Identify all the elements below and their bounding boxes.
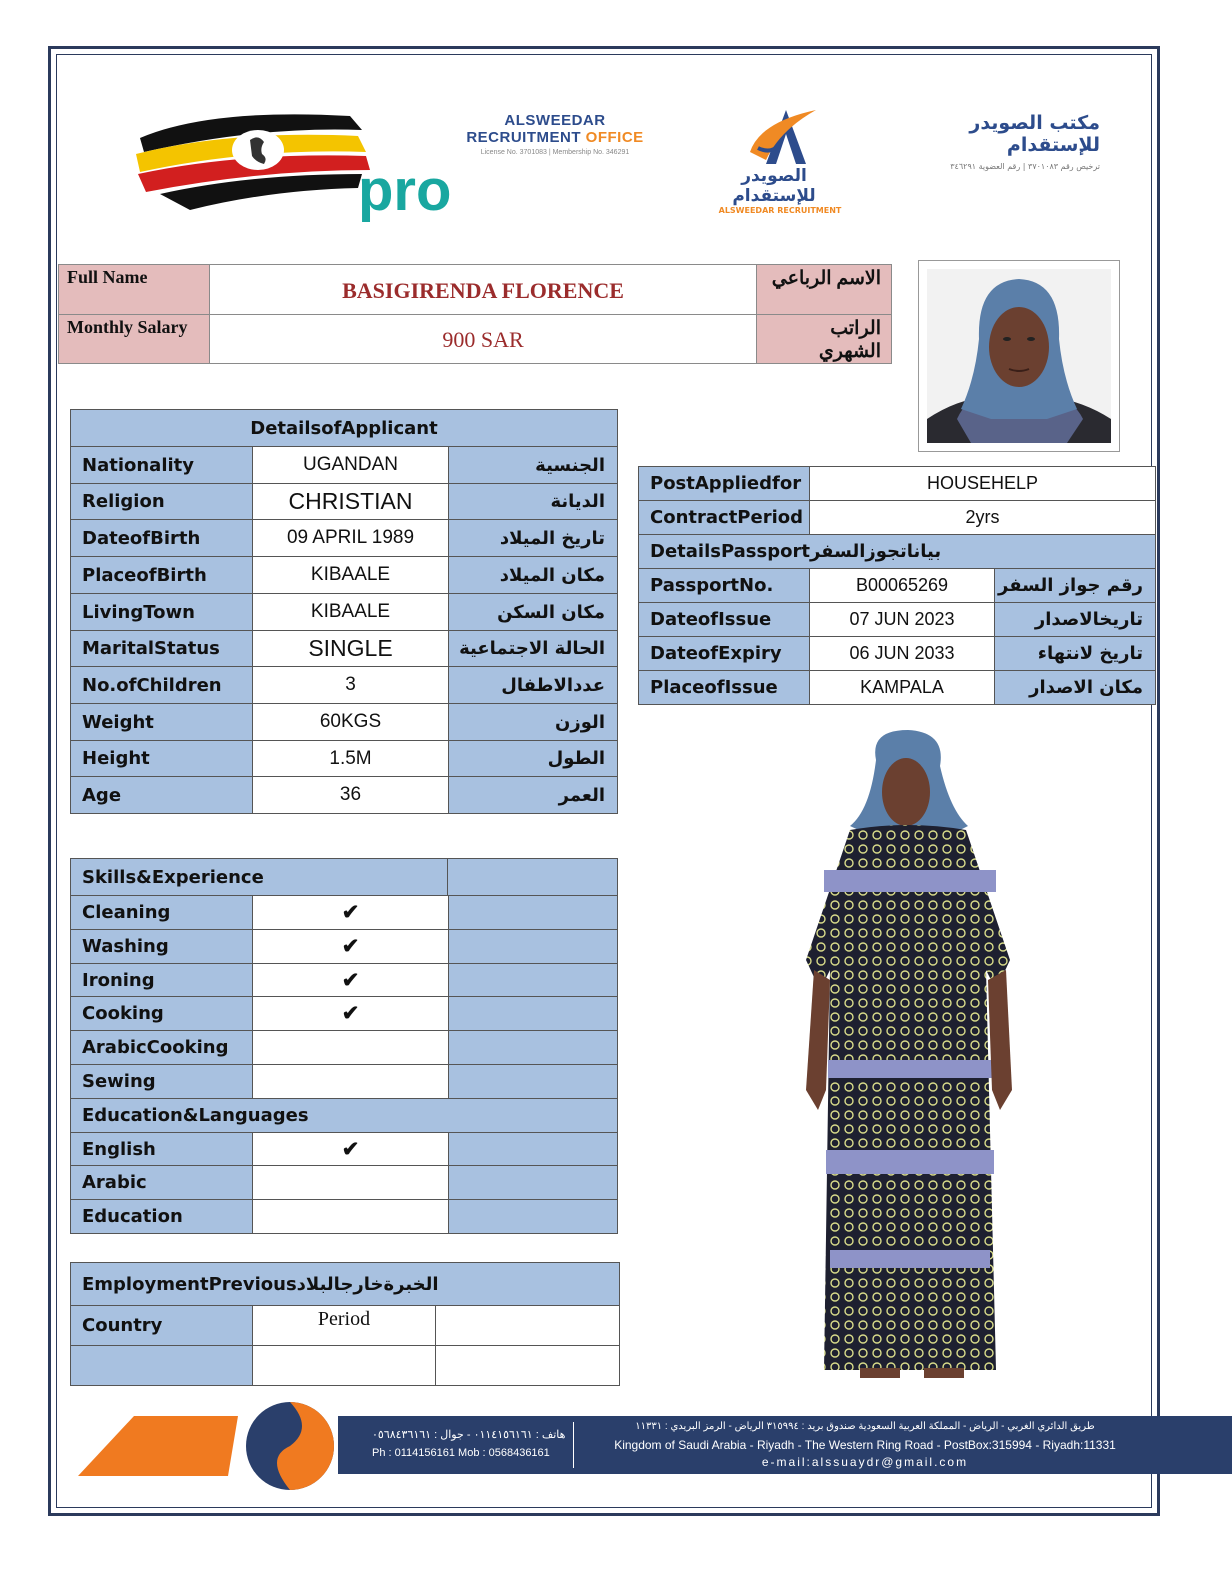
applicant-row-value: CHRISTIAN <box>252 483 449 520</box>
skill-check-icon: ✔ <box>252 996 449 1031</box>
passport-row-label: PassportNo. <box>638 568 810 603</box>
footer-email: e-mail:alssuaydr@gmail.com <box>761 1455 969 1469</box>
logo-ar-center: الصويدر للإستقدام <box>732 166 816 206</box>
applicant-row-value: UGANDAN <box>252 446 449 484</box>
applicant-row-value: KIBAALE <box>252 556 449 594</box>
passport-row-value: 06 JUN 2033 <box>809 636 995 671</box>
period-label: Period <box>252 1305 436 1346</box>
alsweedar-a-logo <box>700 102 860 215</box>
applicant-row-label: MaritalStatus <box>70 630 253 667</box>
skill-row-label: Ironing <box>70 963 253 997</box>
skill-check-icon <box>252 1064 449 1099</box>
skill-row-label: Education <box>70 1199 253 1234</box>
applicant-row-ar: عددالاطفال <box>448 666 618 704</box>
applicant-row-label: Religion <box>70 483 253 520</box>
passport-title-ar: بياناتجوزالسفر <box>809 541 942 562</box>
skill-check-icon: ✔ <box>252 929 449 964</box>
skill-check-icon <box>252 1165 449 1200</box>
skill-row-blank <box>448 895 618 930</box>
applicant-title: DetailsofApplicant <box>70 409 618 447</box>
full-body-photo <box>800 730 1020 1380</box>
footer-divider <box>573 1422 574 1468</box>
skill-row-label: English <box>70 1132 253 1166</box>
applicant-row-ar: الوزن <box>448 703 618 741</box>
identity-table <box>58 264 892 364</box>
skill-row-blank <box>448 1165 618 1200</box>
footer-logo-graphic <box>78 1398 378 1494</box>
skill-row-label: Cooking <box>70 996 253 1031</box>
employment-blank-1 <box>435 1305 620 1346</box>
applicant-row-value: 60KGS <box>252 703 449 741</box>
applicant-row-ar: الطول <box>448 740 618 777</box>
skill-row-label: Arabic <box>70 1165 253 1200</box>
alsweedar-arabic-logo <box>880 112 1100 171</box>
footer-phone-en: Ph : 0114156161 Mob : 0568436161 <box>372 1447 550 1459</box>
full-name-ar: الاسم الرباعي <box>756 264 892 315</box>
logo-ar-right-title: مكتب الصويدر للإستقدام <box>969 112 1100 156</box>
passport-row-value: B00065269 <box>809 568 995 603</box>
employment-title <box>70 1262 620 1306</box>
skill-check-icon: ✔ <box>252 895 449 930</box>
passport-details-table <box>638 466 1156 704</box>
skills-title: Skills&Experience <box>70 858 448 896</box>
passport-row-value: 07 JUN 2023 <box>809 602 995 637</box>
passport-row-ar: تاريخالاصدار <box>994 602 1156 637</box>
passport-row-ar: تاريخ لانتهاء <box>994 636 1156 671</box>
footer-phone-ar: هاتف : ٠١١٤١٥٦١٦١ - جوال : ٠٥٦٨٤٣٦١٦١ <box>372 1429 566 1441</box>
skill-check-icon: ✔ <box>252 1132 449 1166</box>
skill-row-blank <box>448 1199 618 1234</box>
applicant-row-label: Nationality <box>70 446 253 484</box>
applicant-row-value: KIBAALE <box>252 593 449 631</box>
footer-address-en: Kingdom of Saudi Arabia - Riyadh - The Western Ring Road - PostBox:315994 - Riyadh:11331 <box>614 1438 1116 1452</box>
passport-row-label: DateofExpiry <box>638 636 810 671</box>
contract-period-value: 2yrs <box>809 500 1156 535</box>
logo-ar-right-subtitle: ترخيص رقم ٣٧٠١٠٨٣ | رقم العضوية ٣٤٦٢٩١ <box>950 162 1100 171</box>
office-line1: ALSWEEDAR <box>504 112 606 129</box>
applicant-row-ar: العمر <box>448 776 618 814</box>
skill-row-blank <box>448 1064 618 1099</box>
skills-table <box>70 858 618 1233</box>
skill-check-icon <box>252 1199 449 1234</box>
skill-row-blank <box>448 1030 618 1065</box>
skills-title-blank <box>447 858 618 896</box>
passport-row-label: PlaceofIssue <box>638 670 810 705</box>
country-label: Country <box>70 1305 253 1346</box>
applicant-row-ar: الجنسية <box>448 446 618 484</box>
applicant-row-label: Age <box>70 776 253 814</box>
footer-address-ar: طريق الدائري الغربي - الرياض - المملكة العربية السعودية صندوق بريد : ٣١٥٩٩٤ الرياض - الرمز البريدي : ١١٣٣١ <box>635 1421 1095 1432</box>
applicant-row-label: Weight <box>70 703 253 741</box>
post-applied-value: HOUSEHELP <box>809 466 1156 501</box>
applicant-row-value: 09 APRIL 1989 <box>252 519 449 557</box>
applicant-row-label: Height <box>70 740 253 777</box>
full-name-value: BASIGIRENDA FLORENCE <box>209 264 757 315</box>
salary-ar: الراتب الشهري <box>756 314 892 364</box>
passport-row-ar: رقم جواز السفر <box>994 568 1156 603</box>
skill-row-label: Cleaning <box>70 895 253 930</box>
passport-row-label: DateofIssue <box>638 602 810 637</box>
portrait-photo <box>918 260 1120 452</box>
passport-section-title <box>638 534 1156 569</box>
salary-label: Monthly Salary <box>58 314 210 364</box>
applicant-row-label: PlaceofBirth <box>70 556 253 594</box>
applicant-row-label: LivingTown <box>70 593 253 631</box>
skill-row-blank <box>448 1132 618 1166</box>
pro-text: pro <box>358 158 452 223</box>
uganda-pro-logo <box>130 100 452 230</box>
office-line2a: RECRUITMENT <box>466 129 581 146</box>
passport-row-ar: مكان الاصدار <box>994 670 1156 705</box>
office-license: License No. 3701083 | Membership No. 346291 <box>480 149 630 156</box>
skill-row-label: Washing <box>70 929 253 964</box>
salary-value: 900 SAR <box>209 314 757 364</box>
passport-title-en: DetailsPassport <box>650 541 810 562</box>
office-line2 <box>455 129 655 146</box>
office-text-logo <box>455 112 655 156</box>
skill-row-label: Sewing <box>70 1064 253 1099</box>
skill-check-icon <box>252 1030 449 1065</box>
skill-row-blank <box>448 929 618 964</box>
skill-row-blank <box>448 996 618 1031</box>
applicant-row-ar: مكان السكن <box>448 593 618 631</box>
contract-period-label: ContractPeriod <box>638 500 810 535</box>
employment-title-en: EmploymentPrevious <box>82 1273 297 1295</box>
logo-en-center: ALSWEEDAR RECRUITMENT <box>718 206 842 215</box>
employment-title-ar: الخبرةخارجالبلاد <box>296 1273 439 1295</box>
passport-row-value: KAMPALA <box>809 670 995 705</box>
applicant-row-ar: الحالة الاجتماعية <box>448 630 618 667</box>
skill-row-label: ArabicCooking <box>70 1030 253 1065</box>
applicant-row-value: 1.5M <box>252 740 449 777</box>
employment-blank-3 <box>252 1345 436 1386</box>
applicant-row-ar: الديانة <box>448 483 618 520</box>
applicant-row-ar: مكان الميلاد <box>448 556 618 594</box>
applicant-row-value: 36 <box>252 776 449 814</box>
employment-blank-2 <box>70 1345 253 1386</box>
applicant-row-ar: تاريخ الميلاد <box>448 519 618 557</box>
applicant-row-value: SINGLE <box>252 630 449 667</box>
skill-check-icon: ✔ <box>252 963 449 997</box>
skill-row-blank <box>448 963 618 997</box>
employment-table <box>70 1262 620 1386</box>
applicant-details-table <box>70 409 618 813</box>
employment-blank-4 <box>435 1345 620 1386</box>
office-line2b: OFFICE <box>585 129 644 146</box>
education-languages-title: Education&Languages <box>70 1098 618 1133</box>
post-applied-label: PostAppliedfor <box>638 466 810 501</box>
full-name-label: Full Name <box>58 264 210 315</box>
applicant-row-label: DateofBirth <box>70 519 253 557</box>
applicant-row-value: 3 <box>252 666 449 704</box>
applicant-row-label: No.ofChildren <box>70 666 253 704</box>
